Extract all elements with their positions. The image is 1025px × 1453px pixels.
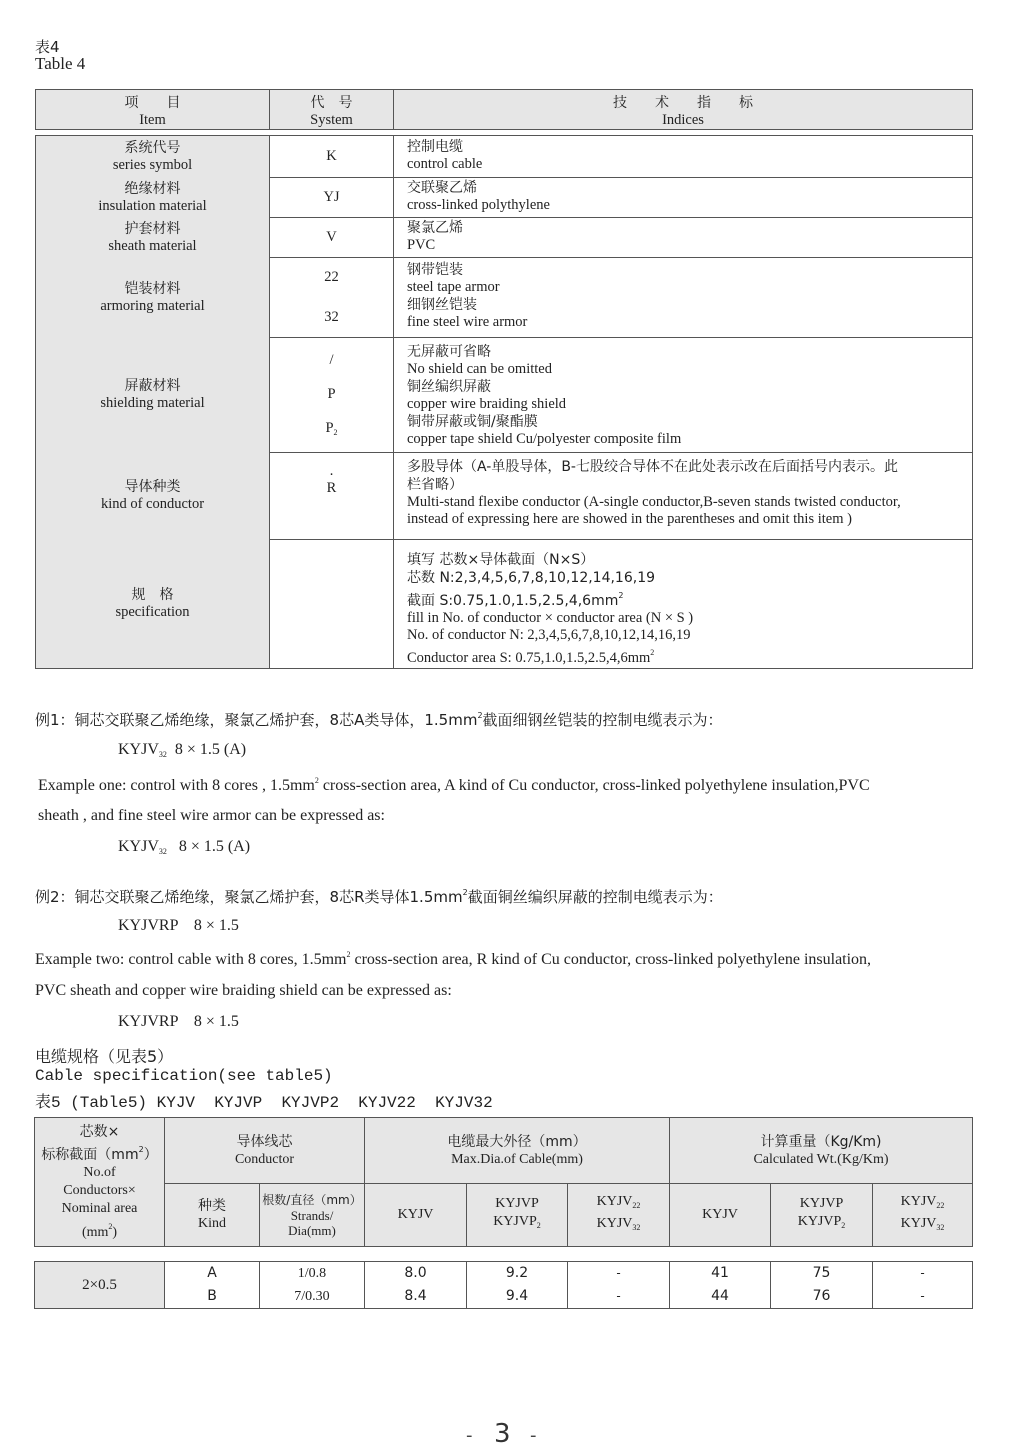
- table-row: [36, 337, 972, 453]
- item-en: sheath material: [108, 237, 197, 254]
- index-zh: 无屏蔽可省略: [407, 344, 491, 360]
- h-cores-zh2: 标称截面$(mm^2)$: [41, 1144, 158, 1163]
- index-zh: 交联聚乙烯: [407, 180, 477, 196]
- item-en: kind of conductor: [100, 496, 205, 512]
- page-number: 3: [494, 1419, 511, 1449]
- example1-en-line1: Example one: control with 8 cores , $1.5mm^2$ cross-section area, A kind of Cu conductor, cross-linked polyethylene insulation,PVC: [38, 776, 870, 794]
- row-dia-kyjvp: 9.2: [505, 1265, 529, 1281]
- table-row: [36, 257, 972, 338]
- row-dia-kyjv: 8.0: [404, 1265, 427, 1281]
- system-code: 32: [324, 308, 339, 325]
- table5-caption: 表5 (Table5) KYJV KYJVP KYJVP2 KYJV22 KYJV32: [35, 1094, 493, 1112]
- row-dia-kyjvp: 9.4: [505, 1288, 529, 1304]
- table-row: [34, 1261, 973, 1309]
- item-en: specification: [115, 604, 190, 620]
- h-wt-kyjv22: $KYJV_{22}$: [900, 1194, 945, 1210]
- item-zh: 规 格: [131, 587, 174, 603]
- table-row: [36, 177, 972, 218]
- h-cores-en3: Nominal area: [61, 1200, 138, 1216]
- page-dash-right: -: [530, 1425, 537, 1446]
- h-kind-en: Kind: [198, 1216, 226, 1231]
- system-code: R: [326, 480, 337, 496]
- spec-line: 截面 $S:0.75,1.0,1.5,2.5,4,6mm^2$: [407, 591, 624, 609]
- index-zh: 栏省略）: [407, 477, 463, 493]
- h-cores-en4: $(mm^2)$: [81, 1221, 118, 1240]
- h-dia-kyjvp: KYJVP: [495, 1196, 539, 1211]
- table-row: [36, 452, 972, 540]
- example1-code: $KYJV_{32}$ 8 × 1.5 (A): [118, 741, 247, 759]
- example2-code: KYJVRP 8 × 1.5: [118, 917, 239, 934]
- row-wt-kyjv: 41: [711, 1265, 729, 1281]
- item-zh: 护套材料: [124, 220, 181, 237]
- system-code: K: [326, 148, 337, 164]
- item-zh: 导体种类: [124, 479, 181, 495]
- index-en: instead of expressing here are showed in the parentheses and omit this item ): [407, 511, 852, 527]
- system-code: 22: [324, 268, 339, 285]
- row-strands: 7/0.30: [294, 1289, 330, 1304]
- table5-header: [34, 1117, 973, 1247]
- h-wt-en: Calculated Wt.(Kg/Km): [753, 1151, 889, 1167]
- h-wt-kyjv32: $KYJV_{32}$: [900, 1216, 945, 1232]
- row-dia-kyjv: 8.4: [404, 1288, 427, 1304]
- item-en: shielding material: [100, 395, 205, 411]
- table-row: [36, 136, 972, 178]
- index-zh: 多股导体（A-单股导体，B-七股绞合导体不在此处表示改在后面括号内表示。此: [407, 459, 898, 475]
- item-zh: 屏蔽材料: [124, 378, 181, 394]
- item-zh: 铠装材料: [124, 280, 181, 297]
- header-indices-en: Indices: [662, 112, 704, 128]
- row-wt-kyjvp: 75: [812, 1265, 831, 1281]
- index-en: copper tape shield Cu/polyester composite film: [407, 431, 682, 447]
- table-row: [36, 217, 972, 258]
- header-system-en: System: [310, 112, 353, 128]
- example1-en-line2: sheath , and fine steel wire armor can be expressed as:: [38, 807, 385, 824]
- index-en: cross-linked polythylene: [407, 197, 550, 213]
- row-strands: 1/0.8: [297, 1266, 327, 1281]
- h-dia-en: Max.Dia.of Cable(mm): [451, 1151, 583, 1167]
- index-zh: 铜丝编织屏蔽: [407, 379, 491, 395]
- table4-body: [35, 135, 973, 669]
- system-code: $P_2$: [325, 420, 338, 438]
- table4-caption-en: Table 4: [35, 54, 86, 73]
- index-en: fine steel wire armor: [407, 314, 528, 330]
- example2-zh: 例2：铜芯交联聚乙烯绝缘，聚氯乙烯护套，8芯R类导体$1.5mm^2$截面铜丝编织屏蔽的控制电缆表示为：: [35, 888, 723, 906]
- row-kind: A: [207, 1265, 217, 1281]
- index-en: Multi-stand flexibe conductor (A-single conductor,B-seven stands twisted conductor,: [407, 494, 901, 510]
- header-item-en: Item: [139, 112, 166, 128]
- h-dia-kyjvp2: $KYJVP_2$: [493, 1214, 541, 1230]
- h-strands-en2: Dia(mm): [288, 1222, 336, 1238]
- h-dia-kyjv32: $KYJV_{32}$: [596, 1216, 641, 1232]
- spec-line: No. of conductor N: 2,3,4,5,6,7,8,10,12,14,16,19: [407, 627, 691, 643]
- h-strands-zh: 根数/直径（mm）: [262, 1192, 362, 1207]
- item-zh: 绝缘材料: [124, 180, 181, 197]
- cable-spec-title-en: Cable specification(see table5): [35, 1067, 333, 1085]
- table4-header: [35, 89, 973, 130]
- system-code: /: [329, 351, 334, 368]
- index-zh: 控制电缆: [407, 139, 463, 155]
- index-en: No shield can be omitted: [407, 361, 552, 377]
- item-en: series symbol: [112, 157, 193, 173]
- system-dot: ·: [329, 467, 334, 483]
- h-cores-en2: Conductors×: [63, 1182, 136, 1198]
- h-wt-kyjvp2: $KYJVP_2$: [797, 1214, 846, 1230]
- row-wt-kyjv22: -: [920, 1266, 925, 1280]
- cable-spec-title-zh: 电缆规格（见表5）: [35, 1047, 174, 1066]
- example2-code-repeat: KYJVRP 8 × 1.5: [118, 1013, 239, 1030]
- h-strands-en1: Strands/: [290, 1207, 334, 1223]
- h-wt-zh: 计算重量（Kg/Km): [760, 1133, 882, 1150]
- h-dia-zh: 电缆最大外径（mm）: [447, 1133, 587, 1150]
- row-wt-kyjv: 44: [711, 1288, 729, 1304]
- item-en: armoring material: [100, 297, 205, 314]
- index-en: steel tape armor: [407, 279, 500, 295]
- spec-line: 芯数 N:2,3,4,5,6,7,8,10,12,14,16,19: [407, 570, 656, 586]
- example2-en-line2: PVC sheath and copper wire braiding shield can be expressed as:: [35, 982, 452, 999]
- row-kind: B: [207, 1288, 217, 1304]
- index-zh: 细钢丝铠装: [407, 297, 477, 313]
- system-code: V: [326, 228, 337, 245]
- spec-line: Conductor area S: $0.75,1.0,1.5,2.5,4,6mm^2$: [407, 648, 655, 666]
- header-item-zh: 项 目: [124, 95, 181, 111]
- index-en: copper wire braiding shield: [407, 396, 567, 412]
- h-wt-kyjvp: KYJVP: [799, 1196, 844, 1211]
- header-system-zh: 代 号: [310, 95, 353, 111]
- system-code: YJ: [323, 188, 340, 205]
- h-dia-kyjv22: $KYJV_{22}$: [596, 1194, 641, 1210]
- row-size: 2×0.5: [82, 1276, 117, 1293]
- spec-line: 填写 芯数×导体截面（N×S）: [407, 552, 595, 568]
- index-en: control cable: [407, 156, 483, 172]
- h-conductor-en: Conductor: [234, 1151, 295, 1167]
- h-kind-zh: 种类: [198, 1198, 226, 1214]
- row-dia-kyjv22: -: [616, 1266, 621, 1280]
- page-dash-left: -: [466, 1425, 473, 1446]
- h-wt-kyjv: KYJV: [702, 1207, 738, 1222]
- example2-en-line1: Example two: control cable with 8 cores, $1.5mm^2$ cross-section area, R kind of Cu conductor, cross-linked polyethylene insulation,: [35, 950, 872, 968]
- row-wt-kyjv22: -: [920, 1289, 925, 1303]
- header-indices-zh: 技 术 指 标: [613, 95, 753, 111]
- example1-code-repeat: $KYJV_{32}$ 8 × 1.5 (A): [118, 838, 251, 856]
- h-dia-kyjv: KYJV: [397, 1207, 434, 1222]
- system-code: P: [327, 385, 336, 402]
- h-cores-en1: No.of: [83, 1164, 116, 1180]
- index-zh: 钢带铠装: [407, 262, 463, 278]
- index-en: PVC: [407, 237, 436, 253]
- index-zh: 聚氯乙烯: [407, 220, 463, 236]
- item-en: insulation material: [98, 197, 207, 214]
- row-dia-kyjv22: -: [616, 1289, 621, 1303]
- table-row: [36, 539, 972, 668]
- h-conductor-zh: 导体线芯: [236, 1133, 293, 1150]
- h-cores-zh1: 芯数×: [79, 1123, 120, 1140]
- example1-zh: 例1：铜芯交联聚乙烯绝缘，聚氯乙烯护套，8芯A类导体，$1.5mm^2$截面细钢丝铠装的控制电缆表示为：: [35, 711, 723, 729]
- table4-caption-zh: 表4: [35, 38, 60, 56]
- spec-line: fill in No. of conductor × conductor area (N × S ): [407, 610, 694, 626]
- row-wt-kyjvp: 76: [812, 1288, 831, 1304]
- item-zh: 系统代号: [124, 140, 181, 156]
- index-zh: 铜带屏蔽或铜/聚酯膜: [407, 414, 538, 430]
